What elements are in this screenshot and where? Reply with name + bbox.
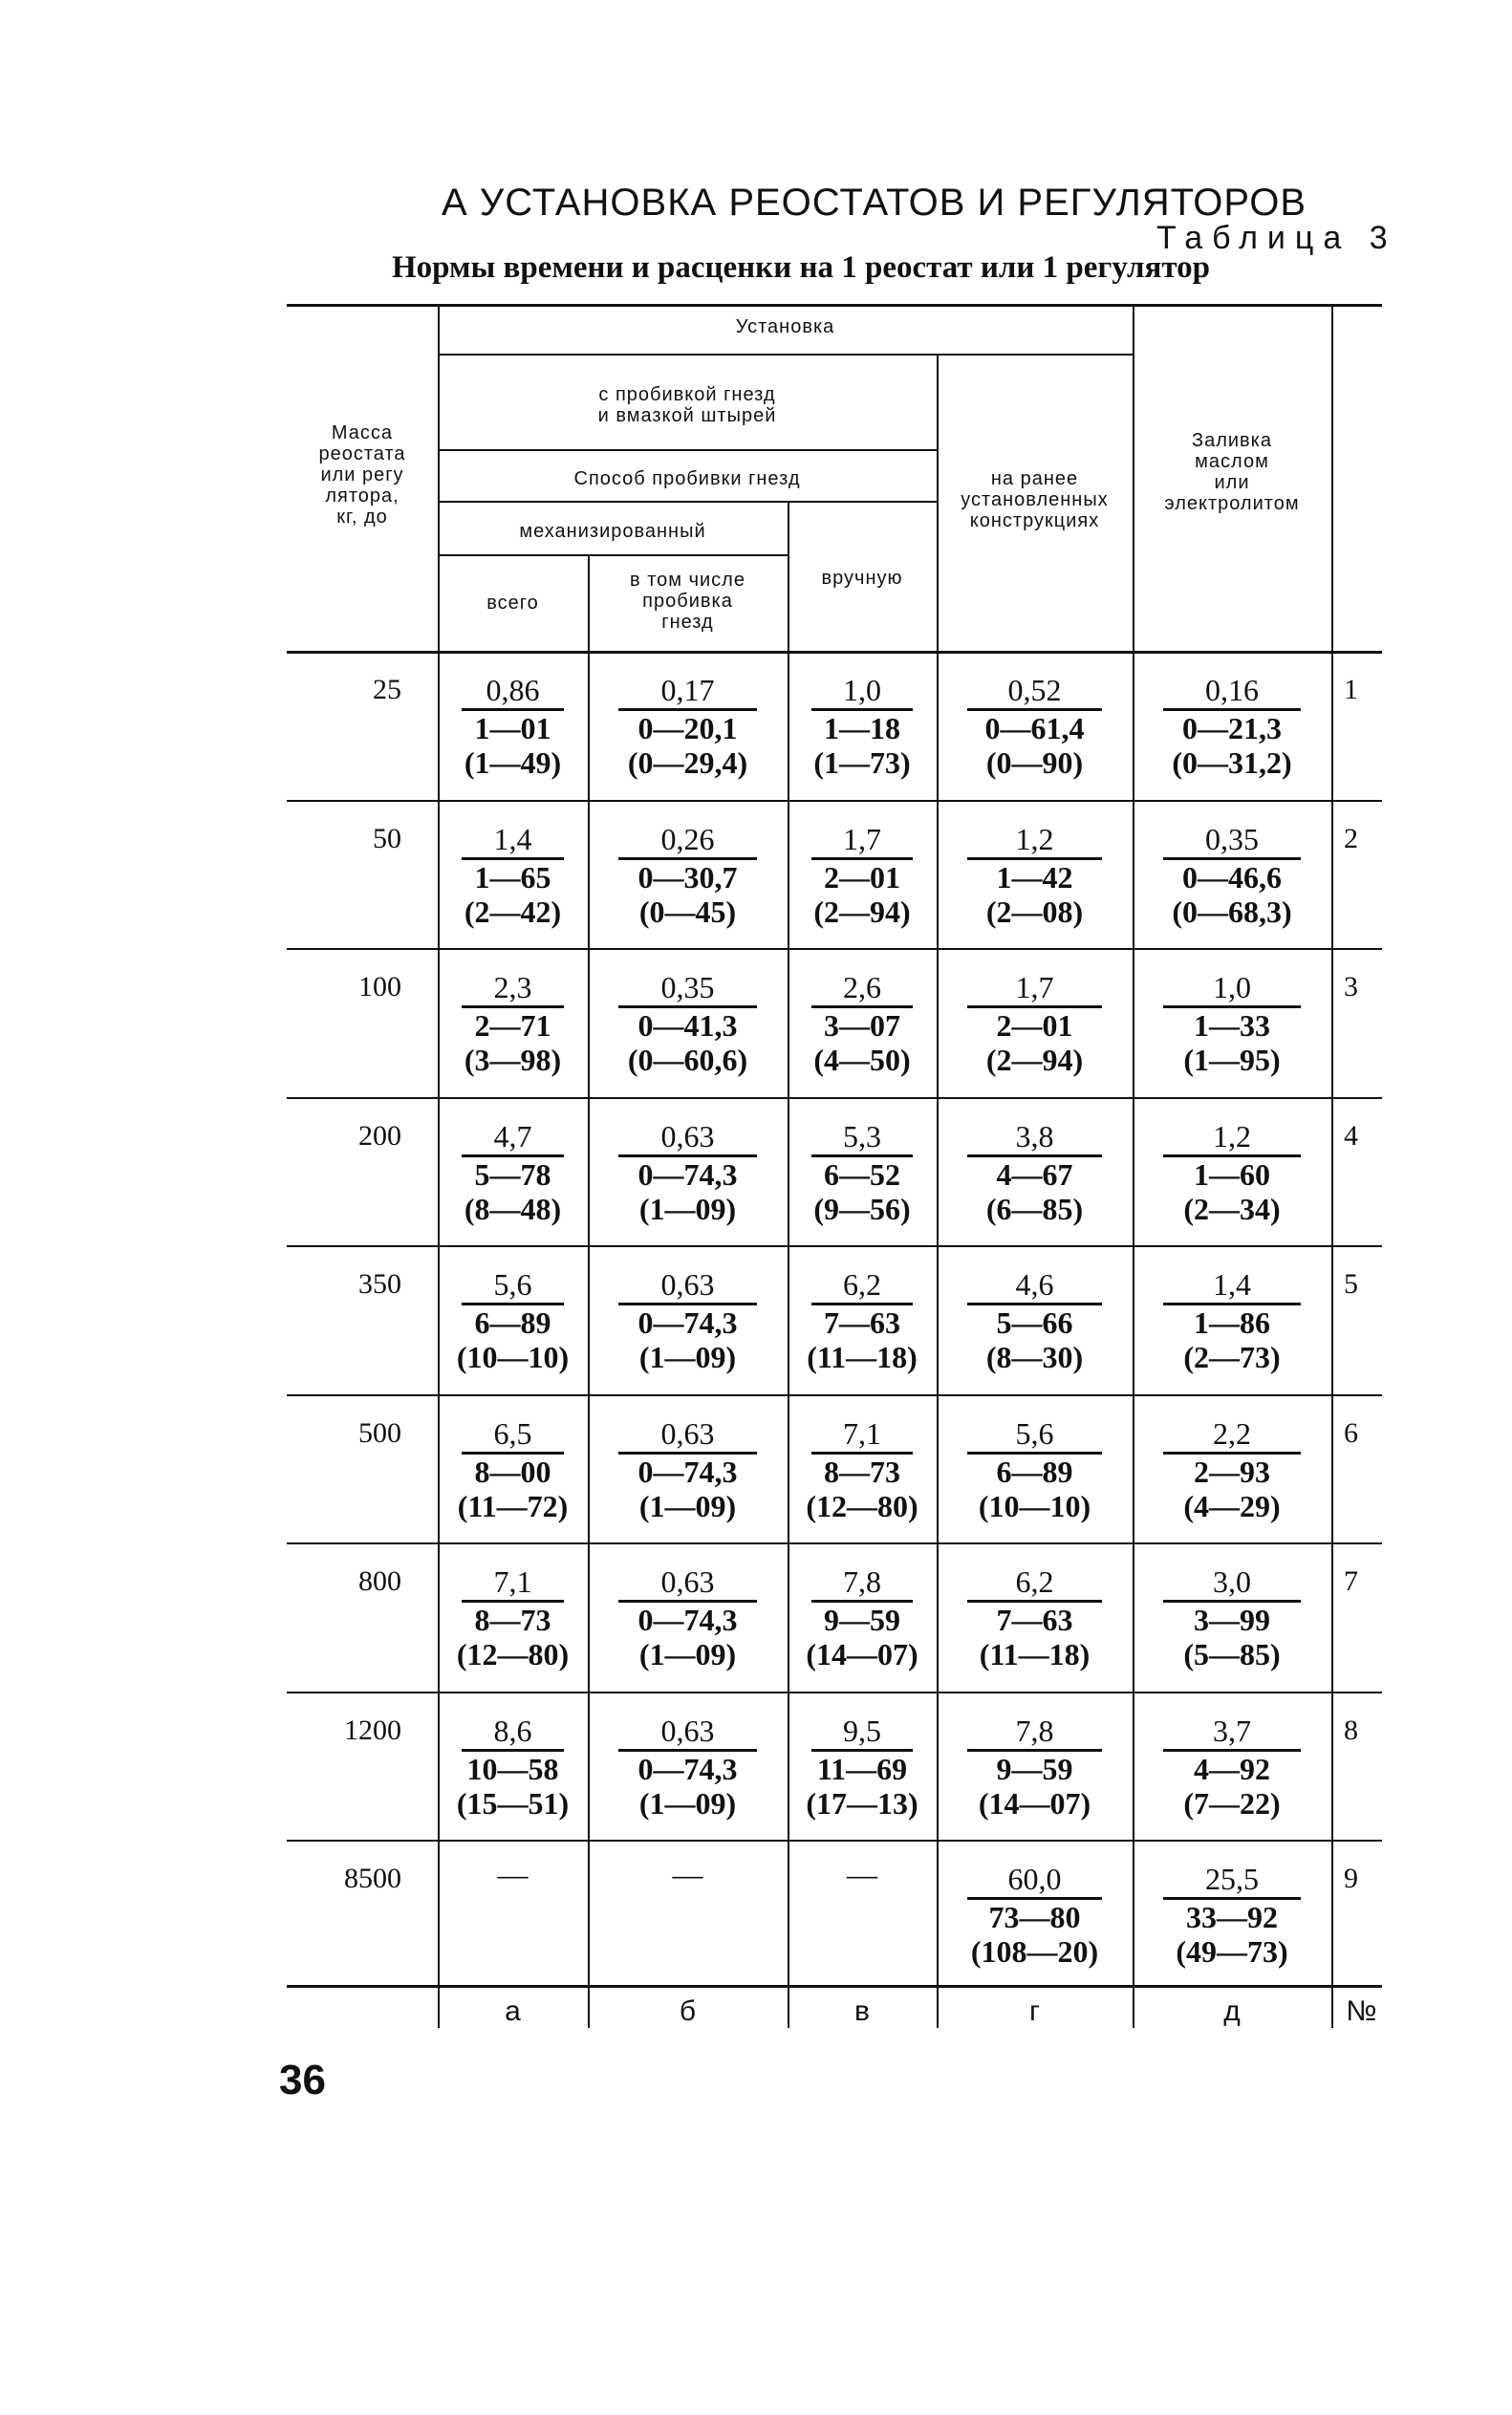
- price-cell: [791, 672, 933, 780]
- price-cell: [592, 1713, 784, 1821]
- rate-alt: (2—73): [1183, 1340, 1281, 1374]
- row-separator: [287, 1840, 1382, 1842]
- header-filling: Заливка маслом или электролитом: [1164, 430, 1300, 514]
- price-cell: [592, 821, 784, 929]
- rate: 8—73: [811, 1452, 914, 1489]
- time-norm: 5,6: [493, 1267, 532, 1302]
- rule: [588, 554, 590, 2028]
- rate-alt: (1—73): [813, 745, 911, 780]
- rate-alt: (1—09): [638, 1488, 737, 1523]
- time-norm: 5,6: [1015, 1415, 1054, 1451]
- section-title: А УСТАНОВКА РЕОСТАТОВ И РЕГУЛЯТОРОВ: [442, 182, 1307, 224]
- price-cell: [1136, 821, 1328, 929]
- row-separator: [287, 1394, 1382, 1396]
- rate-alt: (0—60,6): [627, 1043, 748, 1077]
- price-cell: [940, 969, 1129, 1077]
- rate: 73—80: [967, 1897, 1103, 1934]
- row-number: 6: [1344, 1416, 1358, 1449]
- rate: 8—00: [462, 1452, 564, 1489]
- rate-alt: (2—94): [813, 894, 911, 929]
- rate-alt: (11—18): [979, 1637, 1091, 1671]
- price-cell: [442, 672, 584, 780]
- rule: [788, 501, 789, 2028]
- rate: 1—33: [1163, 1005, 1301, 1043]
- price-cell: [592, 969, 784, 1077]
- rate-alt: (0—29,4): [627, 745, 748, 780]
- header-installation: Установка: [735, 316, 835, 337]
- price-cell: [1136, 969, 1328, 1077]
- row-separator: [287, 1097, 1382, 1099]
- price-cell: [442, 1415, 584, 1523]
- column-letter: д: [1223, 1995, 1241, 2027]
- time-norm: 3,8: [1015, 1118, 1054, 1154]
- rate: 0—20,1: [618, 708, 757, 745]
- price-cell: [791, 969, 933, 1077]
- header-bottom-rule: [287, 651, 1382, 654]
- time-norm: 1,0: [1213, 970, 1251, 1004]
- time-norm: 5,3: [843, 1118, 881, 1154]
- row-number: 7: [1344, 1565, 1358, 1597]
- price-cell: [940, 1861, 1129, 1969]
- price-cell: [1136, 1713, 1328, 1821]
- rate: 0—21,3: [1163, 708, 1301, 745]
- time-norm: 2,3: [493, 970, 532, 1004]
- rate: 10—58: [462, 1749, 564, 1786]
- rate: 11—69: [811, 1749, 914, 1786]
- time-norm: 1,0: [843, 673, 881, 707]
- row-separator: [287, 1692, 1382, 1693]
- rate: 9—59: [811, 1600, 914, 1637]
- rate-alt: (12—80): [806, 1488, 918, 1523]
- header-punching-method: Способ пробивки гнезд: [573, 468, 801, 489]
- row-separator: [287, 1542, 1382, 1544]
- price-cell: [1136, 1266, 1328, 1374]
- rate: 0—30,7: [618, 857, 757, 895]
- time-norm: 0,63: [660, 1118, 715, 1154]
- rate: 7—63: [967, 1600, 1103, 1637]
- price-cell: [940, 1118, 1129, 1226]
- rate: 4—67: [967, 1154, 1103, 1192]
- row-number: 3: [1344, 971, 1358, 1003]
- rule: [438, 501, 937, 503]
- time-norm: 8,6: [493, 1713, 532, 1748]
- rate: 0—46,6: [1163, 857, 1301, 895]
- price-cell: [442, 969, 584, 1077]
- time-norm: 0,63: [660, 1564, 715, 1599]
- rate-alt: (12—80): [456, 1637, 570, 1671]
- row-mass: 8500: [344, 1863, 401, 1894]
- row-number: 4: [1344, 1119, 1358, 1152]
- price-cell: [442, 1266, 584, 1374]
- header-with-punching: с пробивкой гнезд и вмазкой штырей: [597, 384, 777, 426]
- rule: [438, 354, 1133, 356]
- rate-alt: (4—29): [1183, 1488, 1281, 1523]
- rate-alt: (0—45): [638, 894, 737, 929]
- row-mass: 500: [358, 1416, 401, 1449]
- time-norm: 0,63: [660, 1713, 715, 1748]
- price-cell: [592, 1563, 784, 1671]
- time-norm: 1,2: [1213, 1118, 1251, 1154]
- rate: 7—63: [811, 1303, 914, 1340]
- rate-alt: (14—07): [978, 1785, 1091, 1821]
- page-number: 36: [279, 2057, 326, 2103]
- time-norm: 0,35: [660, 970, 715, 1004]
- price-cell: [791, 1118, 933, 1226]
- row-number: 2: [1344, 822, 1358, 854]
- rate-alt: (0—68,3): [1172, 894, 1292, 929]
- rate-alt: (1—09): [638, 1340, 737, 1374]
- price-cell: [442, 1563, 584, 1671]
- price-cell: [791, 1713, 933, 1821]
- price-cell: [791, 1415, 933, 1523]
- time-norm: 1,2: [1015, 821, 1054, 856]
- price-cell: [940, 1563, 1129, 1671]
- rate: 3—99: [1163, 1600, 1301, 1637]
- row-separator: [287, 1245, 1382, 1247]
- rate: 0—74,3: [618, 1749, 757, 1786]
- rate: 1—65: [462, 857, 564, 895]
- rate: 8—73: [462, 1600, 564, 1637]
- rate: 0—74,3: [618, 1303, 757, 1340]
- header-previous: на ранее установленных конструкциях: [961, 468, 1109, 531]
- rate-alt: (1—95): [1183, 1043, 1281, 1077]
- row-mass: 50: [373, 822, 401, 854]
- price-cell: [791, 821, 933, 929]
- time-norm: 7,1: [493, 1564, 532, 1599]
- time-norm: 2,2: [1213, 1415, 1251, 1451]
- rule: [1331, 304, 1333, 2028]
- time-norm: 1,7: [1015, 970, 1054, 1004]
- rate-alt: (11—18): [807, 1340, 918, 1374]
- time-norm: 0,35: [1205, 821, 1259, 856]
- rate: 2—93: [1163, 1452, 1301, 1489]
- rate: 0—74,3: [618, 1154, 757, 1192]
- price-cell: [592, 1266, 784, 1374]
- column-letter: №: [1346, 1995, 1377, 2027]
- rate-alt: (2—42): [464, 894, 562, 929]
- rate-alt: (108—20): [970, 1934, 1099, 1969]
- rate: 9—59: [967, 1749, 1103, 1786]
- price-cell: [442, 821, 584, 929]
- header-total: всего: [486, 593, 539, 614]
- rate: 2—01: [811, 857, 914, 895]
- price-cell: [1136, 1563, 1328, 1671]
- rate: 4—92: [1163, 1749, 1301, 1786]
- rate-alt: (14—07): [806, 1637, 918, 1671]
- empty-dash: —: [497, 1857, 529, 1891]
- empty-dash: —: [847, 1857, 877, 1891]
- rate: 33—92: [1163, 1897, 1301, 1934]
- row-separator: [287, 800, 1382, 802]
- time-norm: 0,52: [1007, 673, 1062, 707]
- rate: 5—78: [462, 1154, 564, 1192]
- table-bottom-rule: [287, 1985, 1382, 1988]
- price-cell: [592, 672, 784, 780]
- rate: 3—07: [811, 1005, 914, 1043]
- rate-alt: (15—51): [456, 1785, 570, 1821]
- header-mass: Масса реостата или регу лятора, кг, до: [318, 422, 406, 528]
- rate: 1—01: [462, 708, 564, 745]
- time-norm: 6,2: [843, 1267, 881, 1302]
- time-norm: 60,0: [1007, 1862, 1062, 1896]
- time-norm: 4,6: [1015, 1267, 1054, 1302]
- time-norm: 7,8: [843, 1564, 881, 1599]
- time-norm: 0,17: [660, 673, 715, 707]
- rate: 0—74,3: [618, 1452, 757, 1489]
- time-norm: 0,16: [1205, 673, 1259, 707]
- row-mass: 25: [373, 674, 401, 705]
- rate: 6—52: [811, 1154, 914, 1192]
- time-norm: 4,7: [493, 1118, 532, 1154]
- time-norm: 6,5: [493, 1415, 532, 1451]
- row-mass: 100: [358, 971, 401, 1003]
- rate-alt: (2—08): [985, 894, 1084, 929]
- rate: 1—18: [811, 708, 914, 745]
- rule: [438, 449, 937, 451]
- price-cell: [1136, 672, 1328, 780]
- price-cell: [940, 1415, 1129, 1523]
- price-cell: [1136, 1118, 1328, 1226]
- column-letter: в: [854, 1995, 870, 2027]
- rate-alt: (1—49): [464, 745, 562, 780]
- rate-alt: (1—09): [638, 1637, 737, 1671]
- row-mass: 350: [358, 1268, 401, 1300]
- price-cell: [1136, 1415, 1328, 1523]
- time-norm: 1,7: [843, 821, 881, 856]
- price-cell: [791, 1266, 933, 1374]
- rate-alt: (7—22): [1183, 1785, 1281, 1821]
- rate: 1—86: [1163, 1303, 1301, 1340]
- rate-alt: (1—09): [638, 1785, 737, 1821]
- time-norm: 9,5: [843, 1713, 881, 1748]
- rate-alt: (6—85): [985, 1191, 1084, 1226]
- rate-alt: (1—09): [638, 1191, 737, 1226]
- time-norm: 0,63: [660, 1415, 715, 1451]
- rule: [1133, 304, 1134, 2028]
- rate: 0—61,4: [967, 708, 1103, 745]
- row-mass: 1200: [344, 1714, 401, 1746]
- rate: 2—71: [462, 1005, 564, 1043]
- time-norm: 0,63: [660, 1267, 715, 1302]
- row-number: 5: [1344, 1268, 1358, 1300]
- price-cell: [940, 1266, 1129, 1374]
- price-cell: [940, 821, 1129, 929]
- rate-alt: (11—72): [457, 1488, 569, 1523]
- column-letter: б: [679, 1995, 697, 2027]
- rate-alt: (10—10): [978, 1488, 1091, 1523]
- price-cell: [1136, 1861, 1328, 1969]
- row-number: 1: [1344, 674, 1358, 705]
- price-cell: [592, 1415, 784, 1523]
- table-caption: Нормы времени и расценки на 1 реостат или 1 регулятор: [392, 250, 1211, 285]
- time-norm: 7,8: [1015, 1713, 1054, 1748]
- price-cell: [940, 1713, 1129, 1821]
- header-manual: вручную: [821, 568, 903, 589]
- rate-alt: (2—34): [1183, 1191, 1281, 1226]
- rate-alt: (49—73): [1176, 1934, 1288, 1969]
- header-incl-punching: в том числе пробивка гнезд: [630, 570, 745, 633]
- time-norm: 1,4: [1213, 1267, 1251, 1302]
- price-cell: [791, 1563, 933, 1671]
- time-norm: 2,6: [843, 970, 881, 1004]
- rate-alt: (5—85): [1183, 1637, 1281, 1671]
- rate-alt: (0—31,2): [1172, 745, 1292, 780]
- empty-dash: —: [672, 1857, 703, 1891]
- rate-alt: (4—50): [813, 1043, 911, 1077]
- price-cell: [442, 1713, 584, 1821]
- time-norm: 0,86: [486, 673, 540, 707]
- rate: 5—66: [967, 1303, 1103, 1340]
- rate-alt: (10—10): [456, 1340, 570, 1374]
- price-cell: [592, 1118, 784, 1226]
- time-norm: 7,1: [843, 1415, 881, 1451]
- rate: 1—60: [1163, 1154, 1301, 1192]
- rate-alt: (0—90): [985, 745, 1084, 780]
- rate: 2—01: [967, 1005, 1103, 1043]
- rule: [937, 354, 939, 2028]
- table-label: Таблица 3: [1156, 220, 1397, 256]
- rate-alt: (2—94): [985, 1043, 1084, 1077]
- header-mechanized: механизированный: [519, 521, 706, 542]
- price-cell: [442, 1118, 584, 1226]
- price-cell: [940, 672, 1129, 780]
- table-top-rule: [287, 304, 1382, 307]
- rate: 0—41,3: [618, 1005, 757, 1043]
- rate: 6—89: [967, 1452, 1103, 1489]
- column-letter: а: [505, 1995, 521, 2027]
- time-norm: 0,26: [660, 821, 715, 856]
- time-norm: 3,7: [1213, 1713, 1251, 1748]
- rate-alt: (17—13): [806, 1785, 918, 1821]
- rate-alt: (8—48): [464, 1191, 562, 1226]
- row-mass: 200: [358, 1119, 401, 1152]
- rate: 6—89: [462, 1303, 564, 1340]
- rate: 1—42: [967, 857, 1103, 895]
- time-norm: 25,5: [1205, 1862, 1259, 1896]
- time-norm: 1,4: [493, 821, 532, 856]
- row-separator: [287, 948, 1382, 950]
- column-letter: г: [1029, 1995, 1040, 2027]
- time-norm: 6,2: [1015, 1564, 1054, 1599]
- time-norm: 3,0: [1213, 1564, 1251, 1599]
- rate-alt: (8—30): [985, 1340, 1084, 1374]
- rule: [438, 554, 788, 556]
- row-number: 8: [1344, 1714, 1358, 1746]
- row-number: 9: [1344, 1863, 1358, 1894]
- rule: [438, 304, 440, 2028]
- rate-alt: (9—56): [813, 1191, 911, 1226]
- rate-alt: (3—98): [464, 1043, 562, 1077]
- rate: 0—74,3: [618, 1600, 757, 1637]
- row-mass: 800: [358, 1565, 401, 1597]
